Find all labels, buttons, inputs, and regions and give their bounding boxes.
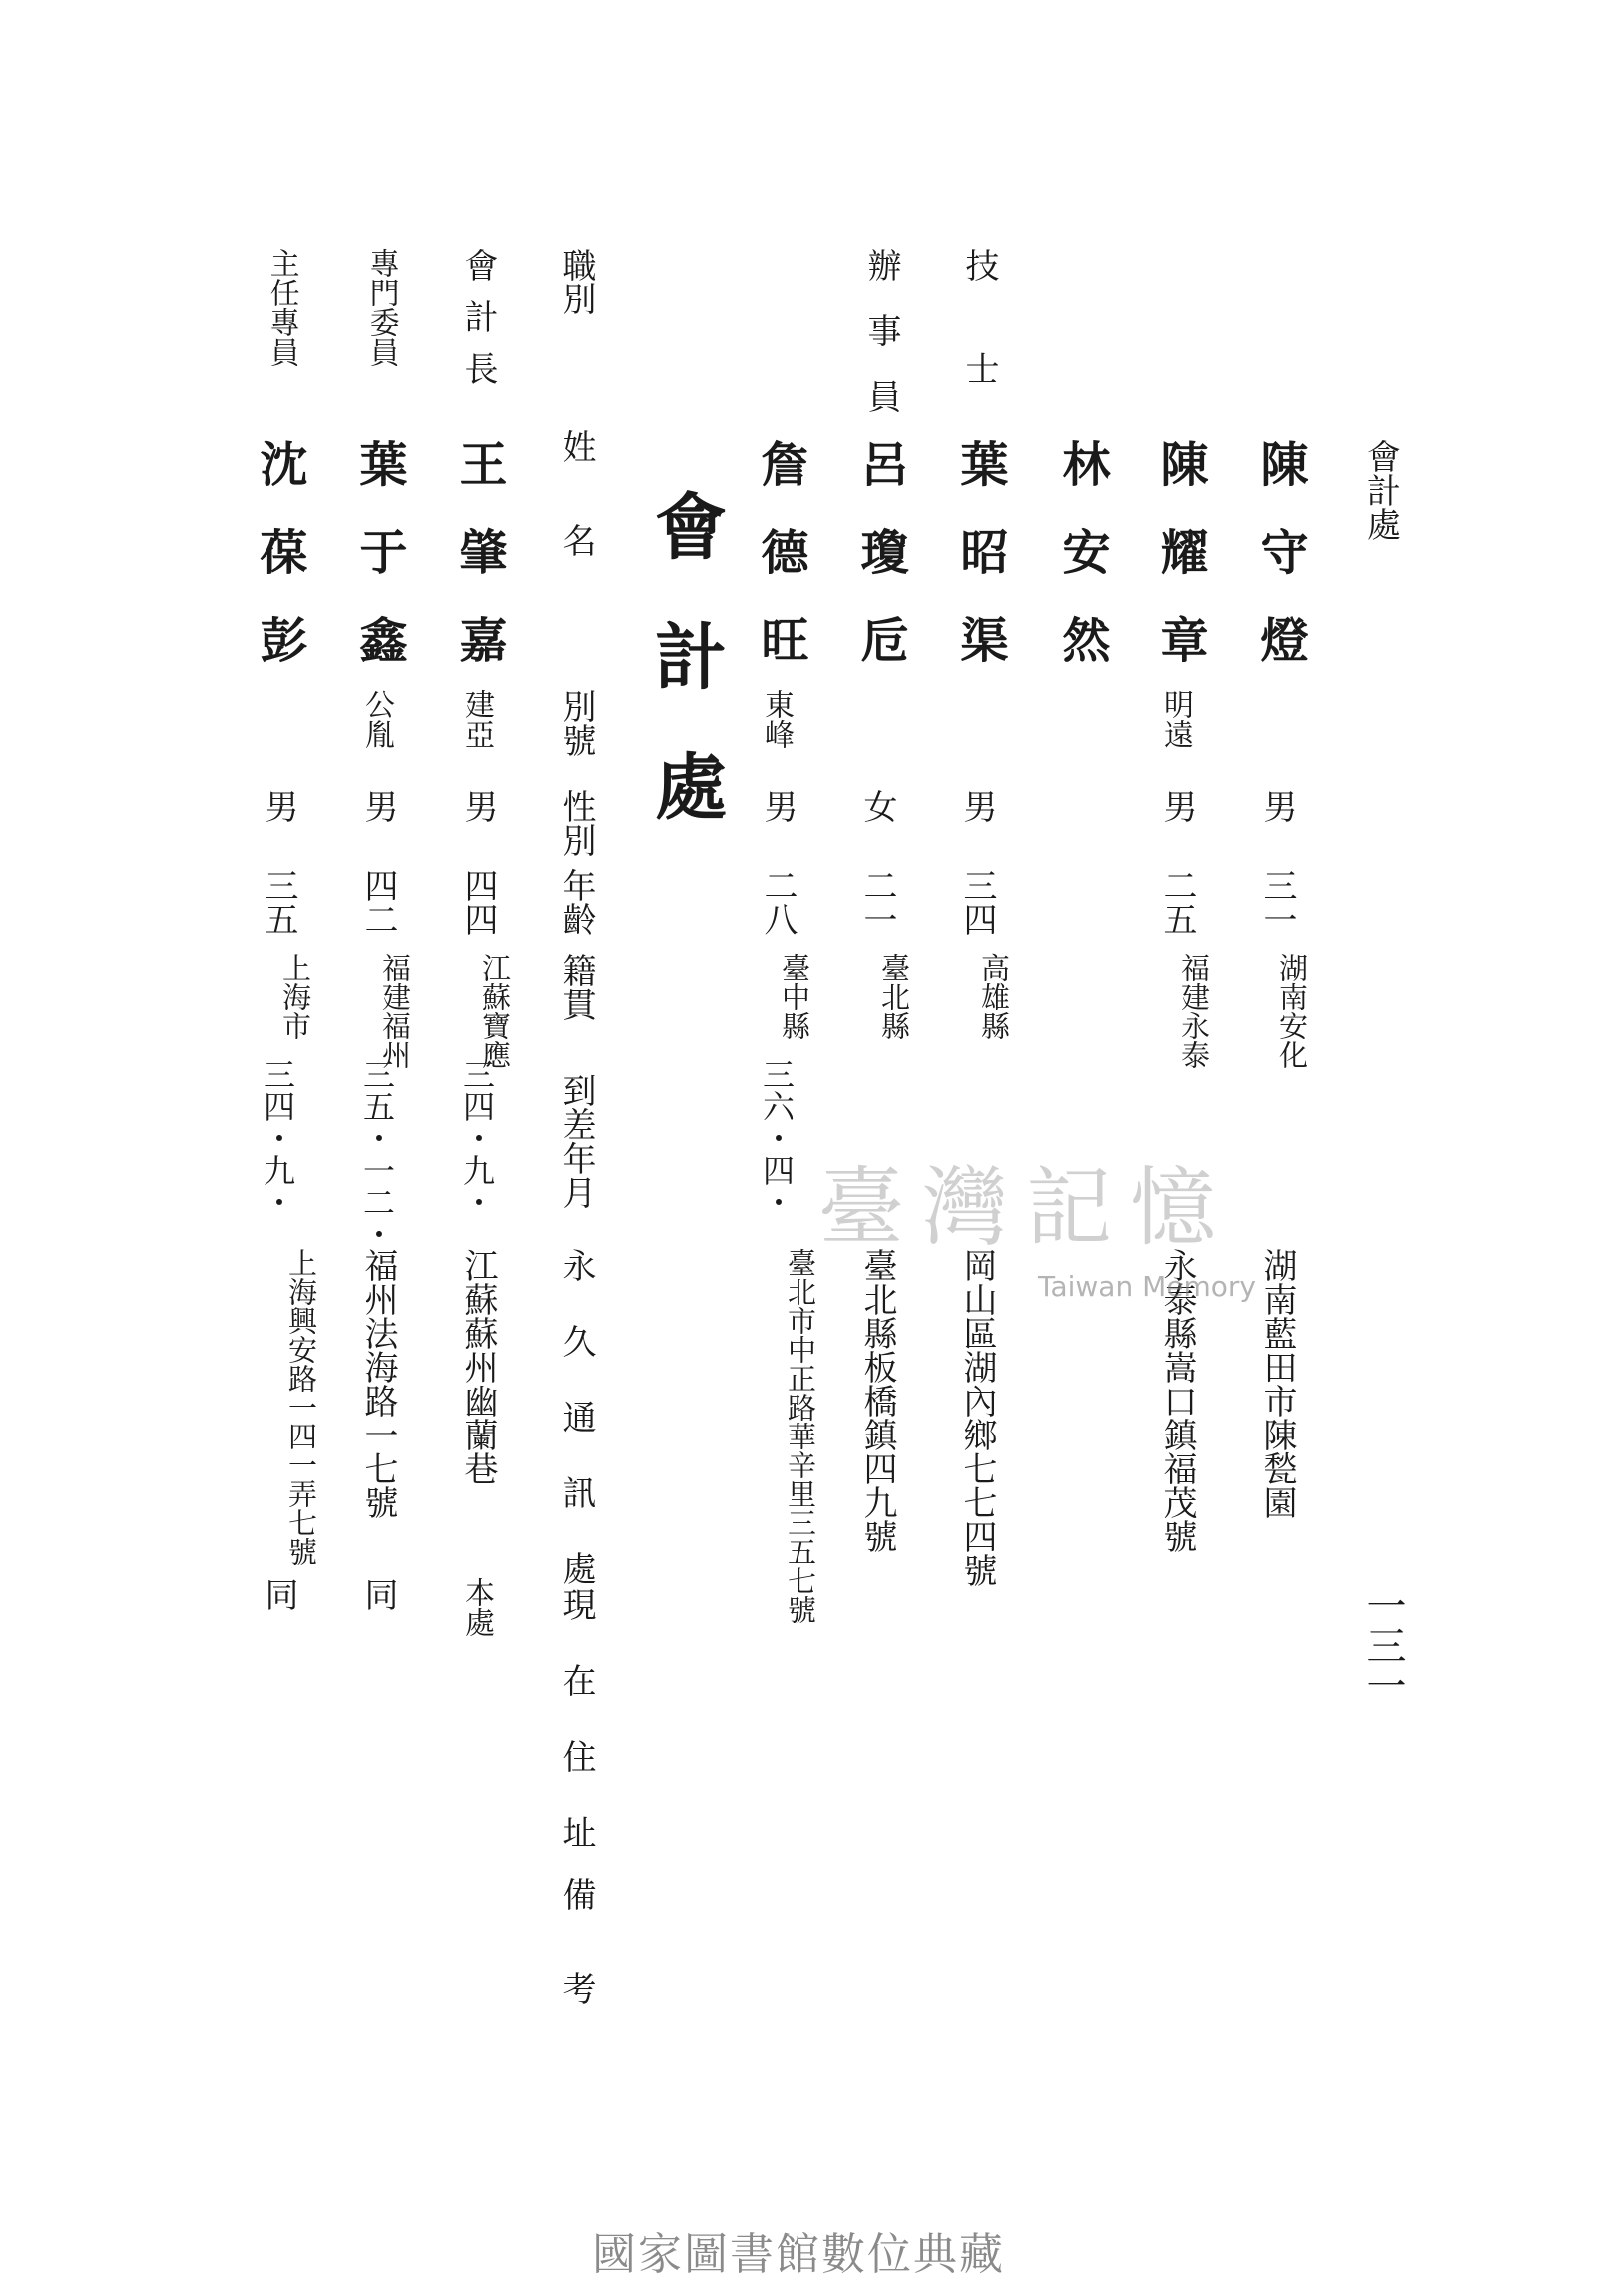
header-arrival: 到差年月 [556,1073,596,1209]
age: 三一 [1257,868,1297,936]
origin: 臺北縣 [877,953,911,1040]
age: 二一 [857,868,897,936]
alias: 東峰 [759,689,794,749]
person-name: 沈葆彭 [252,439,307,703]
person-name: 王肇嘉 [451,439,507,703]
age: 二五 [1157,868,1197,936]
sex: 男 [358,789,398,823]
permanent-address: 岡山區湖內鄉七七四號 [957,1248,997,1587]
job-title: 會計長 [458,248,498,403]
permanent-address: 臺北縣板橋鎮四九號 [857,1248,897,1553]
alias: 明遠 [1158,689,1193,749]
arrival-date: 三五・一二・ [358,1058,396,1250]
age: 四二 [358,868,398,936]
person-name: 詹德旺 [753,439,808,703]
watermark: 臺灣記憶 [818,1158,1234,1258]
sex: 男 [1157,789,1197,823]
job-title: 辦事員 [861,248,901,445]
arrival-date: 三四・九・ [458,1058,496,1218]
person-name: 葉昭渠 [952,439,1008,703]
running-header: 會計處 [1360,439,1401,541]
permanent-address: 上海興安路一四一弄七號 [284,1248,318,1566]
page-number: 一三一 [1360,1585,1406,1705]
origin: 湖南安化 [1275,953,1309,1069]
age: 四四 [458,868,498,936]
footer-credit: 國家圖書館數位典藏 [592,2229,1005,2280]
person-name: 陳耀章 [1152,439,1208,703]
permanent-address: 永泰縣嵩口鎮福茂號 [1157,1248,1197,1553]
header-origin: 籍貫 [556,953,596,1021]
permanent-address: 湖南藍田市陳甃園 [1257,1248,1297,1519]
alias: 建亞 [459,689,494,749]
remark: 同 [358,1577,398,1611]
permanent-address: 福州法海路一七號 [358,1248,398,1519]
permanent-address: 臺北市中正路華辛里三五七號 [784,1248,817,1624]
origin: 臺中縣 [778,953,811,1040]
origin: 上海市 [278,953,312,1040]
origin: 高雄縣 [977,953,1011,1040]
age: 三五 [259,868,298,936]
header-name: 姓名 [556,429,596,617]
header-remark: 備考 [556,1877,596,2064]
person-name: 陳守燈 [1252,439,1308,703]
age: 三四 [957,868,997,936]
header-address: 永久通訊處 [556,1248,596,1627]
sex: 男 [957,789,997,823]
sex: 男 [758,789,798,823]
origin: 江蘇寶應 [478,953,512,1069]
job-title: 技士 [959,248,999,455]
sex: 男 [259,789,298,823]
header-current-address: 現在住址 [556,1587,596,1891]
sex: 男 [1257,789,1297,823]
sex: 男 [458,789,498,823]
origin: 福建永泰 [1177,953,1211,1069]
job-title: 專門委員 [363,248,399,367]
job-title: 主任專員 [264,248,299,367]
permanent-address: 江蘇蘇州幽蘭巷 [458,1248,498,1485]
age: 二八 [758,868,798,936]
remark: 本處 [459,1577,494,1637]
header-age: 年齡 [556,868,596,936]
arrival-date: 三六・四・ [758,1058,796,1218]
origin: 福建福州 [378,953,412,1069]
section-title: 會計處 [643,489,728,878]
header-alias: 別號 [556,689,596,757]
person-name: 葉于鑫 [351,439,407,703]
header-sex: 性別 [556,789,596,857]
person-name: 呂瓊卮 [852,439,908,703]
remark: 同 [259,1577,298,1611]
person-name: 林安然 [1054,439,1110,703]
alias: 公胤 [359,689,394,749]
arrival-date: 三四・九・ [259,1058,296,1218]
header-title: 職別 [556,248,596,315]
watermark-english: Taiwan Memory [1038,1270,1256,1303]
sex: 女 [857,789,897,823]
